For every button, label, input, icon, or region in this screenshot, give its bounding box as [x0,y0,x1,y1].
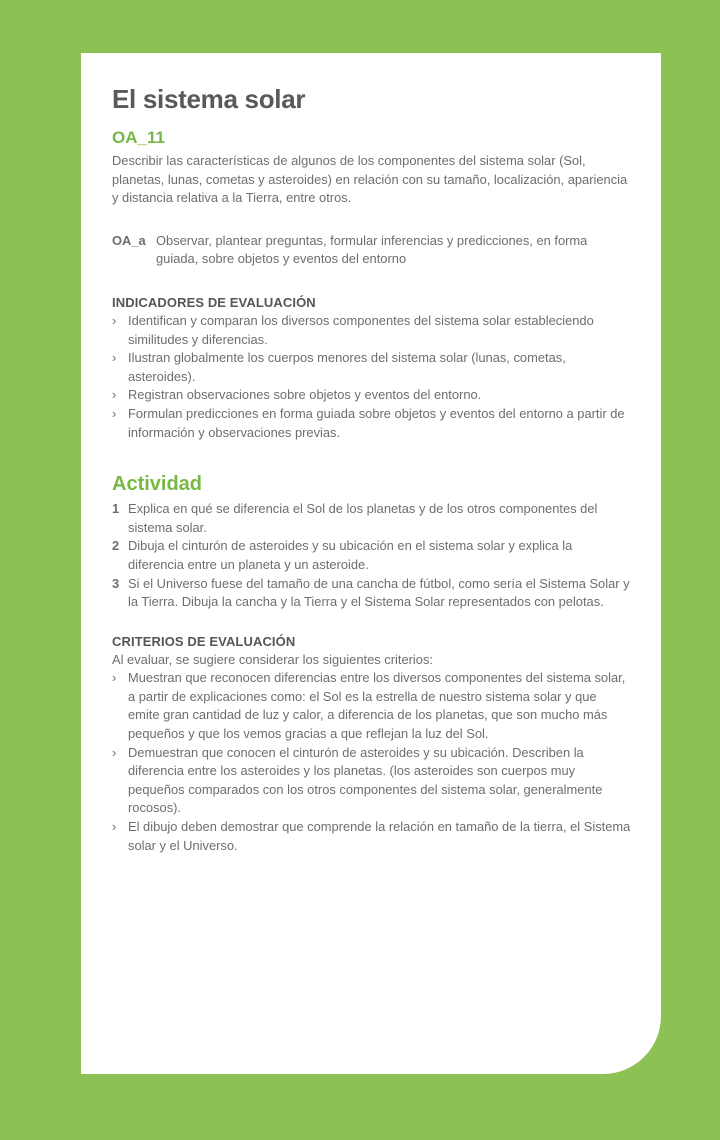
list-item [112,405,631,442]
item-text: Formulan predicciones en forma guiada sobre objetos y eventos del entorno a partir de información y observaciones previas. [128,405,625,440]
item-text: Identifican y comparan los diversos componentes del sistema solar estableciendo similitudes y diferencias. [128,312,594,347]
indicadores-list [112,312,631,442]
bullet-marker: › [112,405,117,421]
oa-a-label: OA_a [112,232,146,248]
item-text: Si el Universo fuese del tamaño de una cancha de fútbol, como sería el Sistema Solar y la Tierra. Dibuja la cancha y la Tierra y el Sistema Solar representados con pelotas. [128,575,630,610]
oa-a-description: Observar, plantear preguntas, formular inferencias y predicciones, en forma guiada, sobre objetos y eventos del entorno [156,232,588,267]
item-text: Ilustran globalmente los cuerpos menores del sistema solar (lunas, cometas, asteroides). [128,350,566,384]
item-text: Dibuja el cinturón de asteroides y su ubicación en el sistema solar y explica la diferencia entre un planeta y un asteroide. [128,538,573,572]
criterios-heading: CRITERIOS DE EVALUACIÓN [112,633,296,649]
page-title: El sistema solar [112,84,306,114]
item-text: Muestran que reconocen diferencias entre los diversos componentes del sistema solar, a partir de explicaciones como: el Sol es la estrella de nuestro sistema solar y que emite gran cantidad de luz y calor, a diferencia de los planetas, que son mucho más pequeños y que los vemos gracias a que reflejan la luz del Sol. [128,670,626,742]
item-number: 2 [112,538,120,554]
content-card [81,53,661,1074]
item-text: Registran observaciones sobre objetos y eventos del entorno. [128,387,482,403]
list-item [112,386,631,405]
list-item [112,349,631,386]
list-item [112,818,631,855]
indicadores-heading: INDICADORES DE EVALUACIÓN [112,294,316,310]
bullet-marker: › [112,350,117,366]
list-item [112,575,631,612]
item-number: 1 [112,501,120,517]
bullet-marker: › [112,819,117,835]
item-text: Demuestran que conocen el cinturón de asteroides y su ubicación. Describen la diferencia entre los asteroides y los planetas. (los asteroides son cuerpos muy pequeños comparados con los otros componentes del sistema solar, generalmente rocosos). [128,744,603,816]
actividad-heading: Actividad [112,473,203,496]
bullet-marker: › [112,312,117,328]
criterios-list [112,669,631,855]
list-item [112,669,631,743]
list-item [112,744,631,818]
bullet-marker: › [112,387,117,403]
list-item [112,312,631,349]
list-item [112,500,631,537]
item-text: El dibujo deben demostrar que comprende la relación en tamaño de la tierra, el Sistema solar y el Universo. [128,819,631,853]
item-text: Explica en qué se diferencia el Sol de los planetas y de los otros componentes del sistema solar. [128,501,598,535]
actividad-list [112,500,631,612]
bullet-marker: › [112,670,117,686]
criterios-intro: Al evaluar, se sugiere considerar los siguientes criterios: [112,651,433,667]
list-item [112,537,631,574]
oa11-label: OA_11 [112,128,165,147]
oa-a-row [112,232,631,269]
item-number: 3 [112,575,120,591]
bullet-marker: › [112,744,117,760]
criterios-section [112,634,631,856]
oa11-description: Describir las características de algunos de los componentes del sistema solar (Sol, planetas, lunas, cometas y asteroides) en relación con su tamaño, localización, apariencia y distancia relativa a la Tierra, entre otros. [112,153,628,206]
